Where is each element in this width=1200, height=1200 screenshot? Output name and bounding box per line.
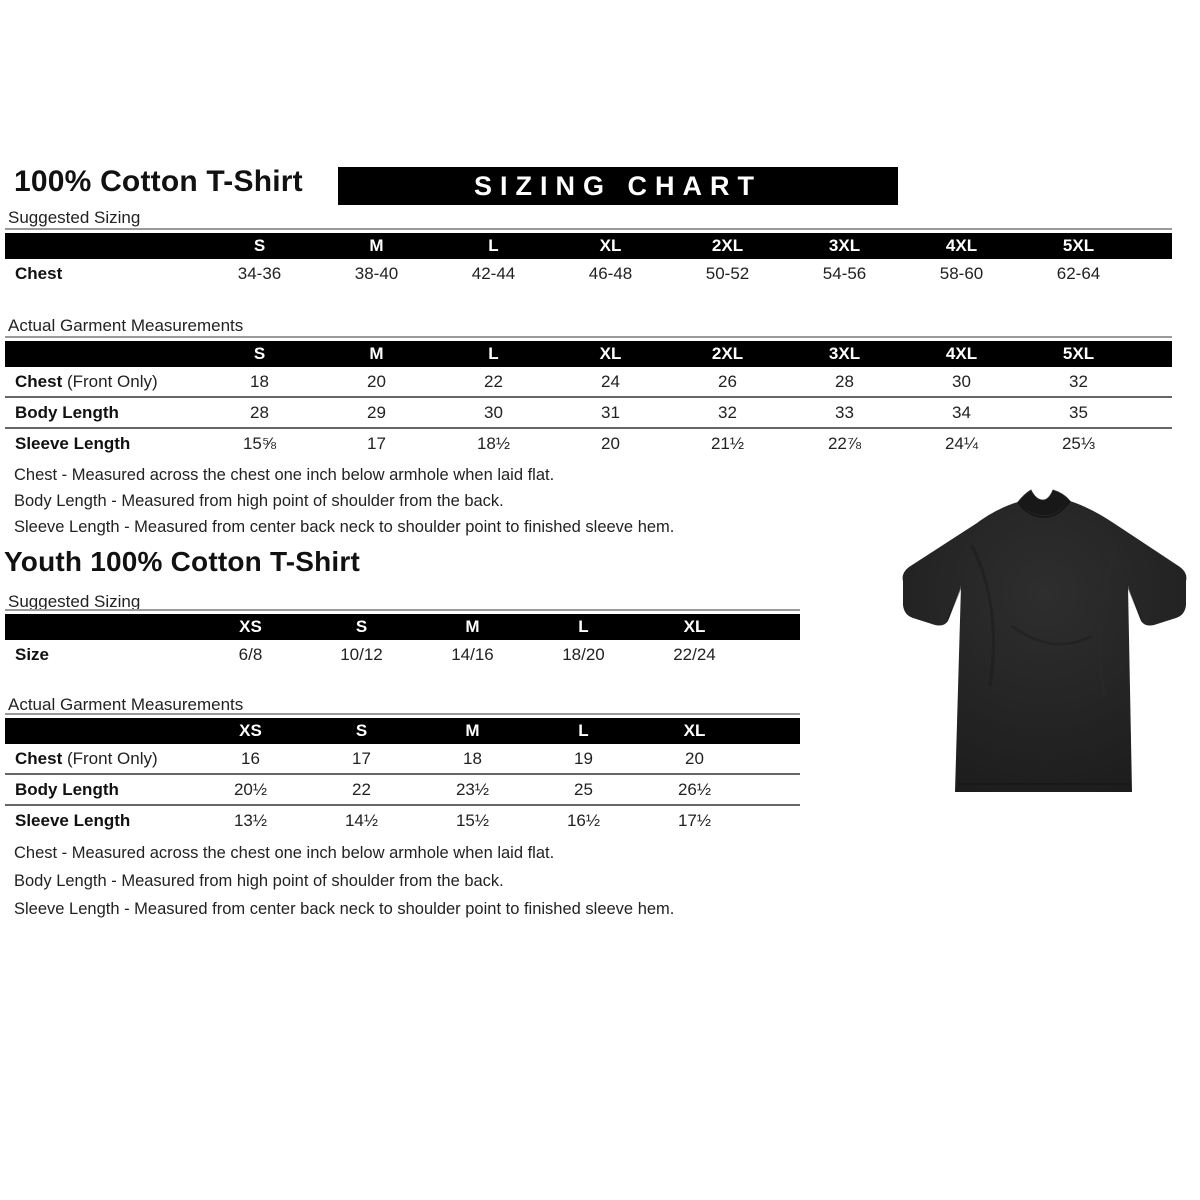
size-column-header: M bbox=[465, 617, 480, 636]
row-label-cell bbox=[5, 780, 195, 800]
row-label: Size bbox=[15, 645, 50, 664]
youth-suggested-label: Suggested Sizing bbox=[8, 592, 141, 611]
row-label-suffix: (Front Only) bbox=[62, 748, 158, 768]
table-cell: 54-56 bbox=[822, 264, 867, 283]
table-cell: 15½ bbox=[455, 810, 490, 830]
size-column-header: XL bbox=[599, 344, 622, 363]
size-column-header: XS bbox=[239, 617, 262, 636]
size-column-header: S bbox=[253, 344, 266, 363]
row-label-cell bbox=[5, 434, 201, 454]
table-cell: 18½ bbox=[476, 433, 511, 453]
adult-suggested-label: Suggested Sizing bbox=[8, 208, 141, 227]
table-cell: 20 bbox=[601, 433, 620, 453]
table-cell: 28 bbox=[250, 402, 269, 422]
table-row bbox=[5, 640, 800, 670]
table-row bbox=[5, 773, 800, 804]
size-column-header: XS bbox=[239, 721, 262, 740]
table-cell: 32 bbox=[1069, 371, 1088, 391]
size-column-header: L bbox=[578, 617, 589, 636]
table-row bbox=[5, 396, 1172, 427]
row-label: Chest bbox=[15, 264, 63, 283]
table-cell: 17½ bbox=[677, 810, 712, 830]
size-column-header: XL bbox=[683, 617, 706, 636]
row-label: Chest bbox=[15, 748, 63, 768]
size-column-header: XL bbox=[683, 721, 706, 740]
table-cell: 58-60 bbox=[939, 264, 984, 283]
youth-measurement-notes bbox=[14, 839, 674, 923]
youth-actual-table bbox=[5, 713, 800, 835]
youth-section-title: Youth 100% Cotton T-Shirt bbox=[4, 546, 361, 577]
size-column-header: S bbox=[355, 721, 368, 740]
table-cell: 22 bbox=[484, 371, 503, 391]
table-cell: 17 bbox=[367, 433, 386, 453]
table-cell: 38-40 bbox=[354, 264, 399, 283]
table-cell: 22 bbox=[352, 779, 371, 799]
table-cell: 34-36 bbox=[237, 264, 282, 283]
size-column-header: L bbox=[488, 236, 499, 255]
table-cell: 6/8 bbox=[238, 645, 263, 664]
table-cell: 14/16 bbox=[451, 645, 494, 664]
table-cell: 18/20 bbox=[562, 645, 605, 664]
note-sleeve-length: Sleeve Length - Measured from center back neck to shoulder point to finished sleeve hem. bbox=[14, 518, 675, 536]
table-cell: 62-64 bbox=[1056, 264, 1101, 283]
table-cell: 24¼ bbox=[944, 433, 979, 453]
adult-section-title: 100% Cotton T-Shirt bbox=[14, 165, 303, 198]
table-cell: 26 bbox=[718, 371, 737, 391]
youth-actual-label: Actual Garment Measurements bbox=[8, 695, 244, 714]
size-column-header: L bbox=[578, 721, 589, 740]
row-label-cell bbox=[5, 645, 195, 665]
size-column-header: M bbox=[465, 721, 480, 740]
size-column-header: S bbox=[253, 236, 266, 255]
table-cell: 22⅞ bbox=[827, 433, 862, 453]
note-chest: Chest - Measured across the chest one inch below armhole when laid flat. bbox=[14, 844, 555, 862]
table-row bbox=[5, 259, 1172, 289]
adult-actual-table bbox=[5, 336, 1172, 458]
table-cell: 24 bbox=[601, 371, 620, 391]
table-cell: 25 bbox=[574, 779, 593, 799]
table-cell: 31 bbox=[601, 402, 620, 422]
size-column-header: S bbox=[355, 617, 368, 636]
note-chest: Chest - Measured across the chest one inch below armhole when laid flat. bbox=[14, 466, 555, 484]
table-cell: 29 bbox=[367, 402, 386, 422]
size-column-header: 2XL bbox=[711, 236, 744, 255]
youth-actual-header-row bbox=[5, 718, 800, 744]
size-column-header: L bbox=[488, 344, 499, 363]
row-label-cell bbox=[5, 264, 201, 284]
table-cell: 16½ bbox=[566, 810, 601, 830]
table-cell: 42-44 bbox=[471, 264, 516, 283]
table-cell: 15⅝ bbox=[242, 433, 277, 453]
row-label: Body Length bbox=[15, 779, 119, 799]
youth-suggested-table bbox=[5, 609, 800, 670]
adult-actual-label: Actual Garment Measurements bbox=[8, 316, 244, 335]
table-cell: 30 bbox=[484, 402, 503, 422]
row-label-cell bbox=[5, 372, 201, 392]
table-cell: 14½ bbox=[344, 810, 379, 830]
youth-suggested-header-row bbox=[5, 614, 800, 640]
table-cell: 23½ bbox=[455, 779, 490, 799]
size-column-header: 2XL bbox=[711, 344, 744, 363]
table-cell: 16 bbox=[241, 748, 260, 768]
size-column-header: XL bbox=[599, 236, 622, 255]
note-sleeve-length: Sleeve Length - Measured from center back neck to shoulder point to finished sleeve hem. bbox=[14, 900, 675, 918]
table-row bbox=[5, 744, 800, 773]
row-label-cell bbox=[5, 403, 201, 423]
table-cell: 22/24 bbox=[673, 645, 716, 664]
sizing-chart-banner bbox=[338, 167, 898, 205]
table-cell: 18 bbox=[250, 371, 269, 391]
row-label: Chest bbox=[15, 371, 63, 391]
note-body-length: Body Length - Measured from high point of shoulder from the back. bbox=[14, 872, 504, 890]
size-column-header: M bbox=[369, 236, 384, 255]
table-cell: 21½ bbox=[710, 433, 745, 453]
table-cell: 33 bbox=[835, 402, 854, 422]
table-cell: 32 bbox=[718, 402, 737, 422]
table-row bbox=[5, 804, 800, 835]
table-cell: 50-52 bbox=[705, 264, 750, 283]
table-cell: 18 bbox=[463, 748, 482, 768]
row-label: Sleeve Length bbox=[15, 433, 131, 453]
row-label-suffix: (Front Only) bbox=[62, 371, 158, 391]
table-cell: 46-48 bbox=[588, 264, 633, 283]
size-column-header: 5XL bbox=[1062, 236, 1095, 255]
size-column-header: M bbox=[369, 344, 384, 363]
note-body-length: Body Length - Measured from high point of shoulder from the back. bbox=[14, 492, 504, 510]
size-column-header: 3XL bbox=[828, 344, 861, 363]
row-label-cell bbox=[5, 811, 195, 831]
table-cell: 30 bbox=[952, 371, 971, 391]
table-cell: 25⅓ bbox=[1061, 433, 1096, 453]
black-tshirt-image bbox=[892, 486, 1200, 808]
table-cell: 13½ bbox=[233, 810, 268, 830]
row-label: Sleeve Length bbox=[15, 810, 131, 830]
row-label: Body Length bbox=[15, 402, 119, 422]
table-row bbox=[5, 367, 1172, 396]
table-cell: 28 bbox=[835, 371, 854, 391]
adult-measurement-notes bbox=[14, 462, 674, 540]
table-cell: 10/12 bbox=[340, 645, 383, 664]
table-cell: 20 bbox=[685, 748, 704, 768]
adult-suggested-table bbox=[5, 228, 1172, 289]
table-row bbox=[5, 427, 1172, 458]
size-column-header: 3XL bbox=[828, 236, 861, 255]
table-cell: 34 bbox=[952, 402, 971, 422]
row-label-cell bbox=[5, 749, 195, 769]
table-cell: 20 bbox=[367, 371, 386, 391]
table-cell: 26½ bbox=[677, 779, 712, 799]
size-column-header: 4XL bbox=[945, 236, 978, 255]
size-column-header: 4XL bbox=[945, 344, 978, 363]
table-cell: 35 bbox=[1069, 402, 1088, 422]
adult-actual-header-row bbox=[5, 341, 1172, 367]
size-column-header: 5XL bbox=[1062, 344, 1095, 363]
adult-suggested-header-row bbox=[5, 233, 1172, 259]
table-cell: 17 bbox=[352, 748, 371, 768]
tshirt-body bbox=[903, 501, 1187, 792]
table-cell: 19 bbox=[574, 748, 593, 768]
sizing-chart-banner-text: SIZING CHART bbox=[474, 171, 762, 201]
table-cell: 20½ bbox=[233, 779, 268, 799]
